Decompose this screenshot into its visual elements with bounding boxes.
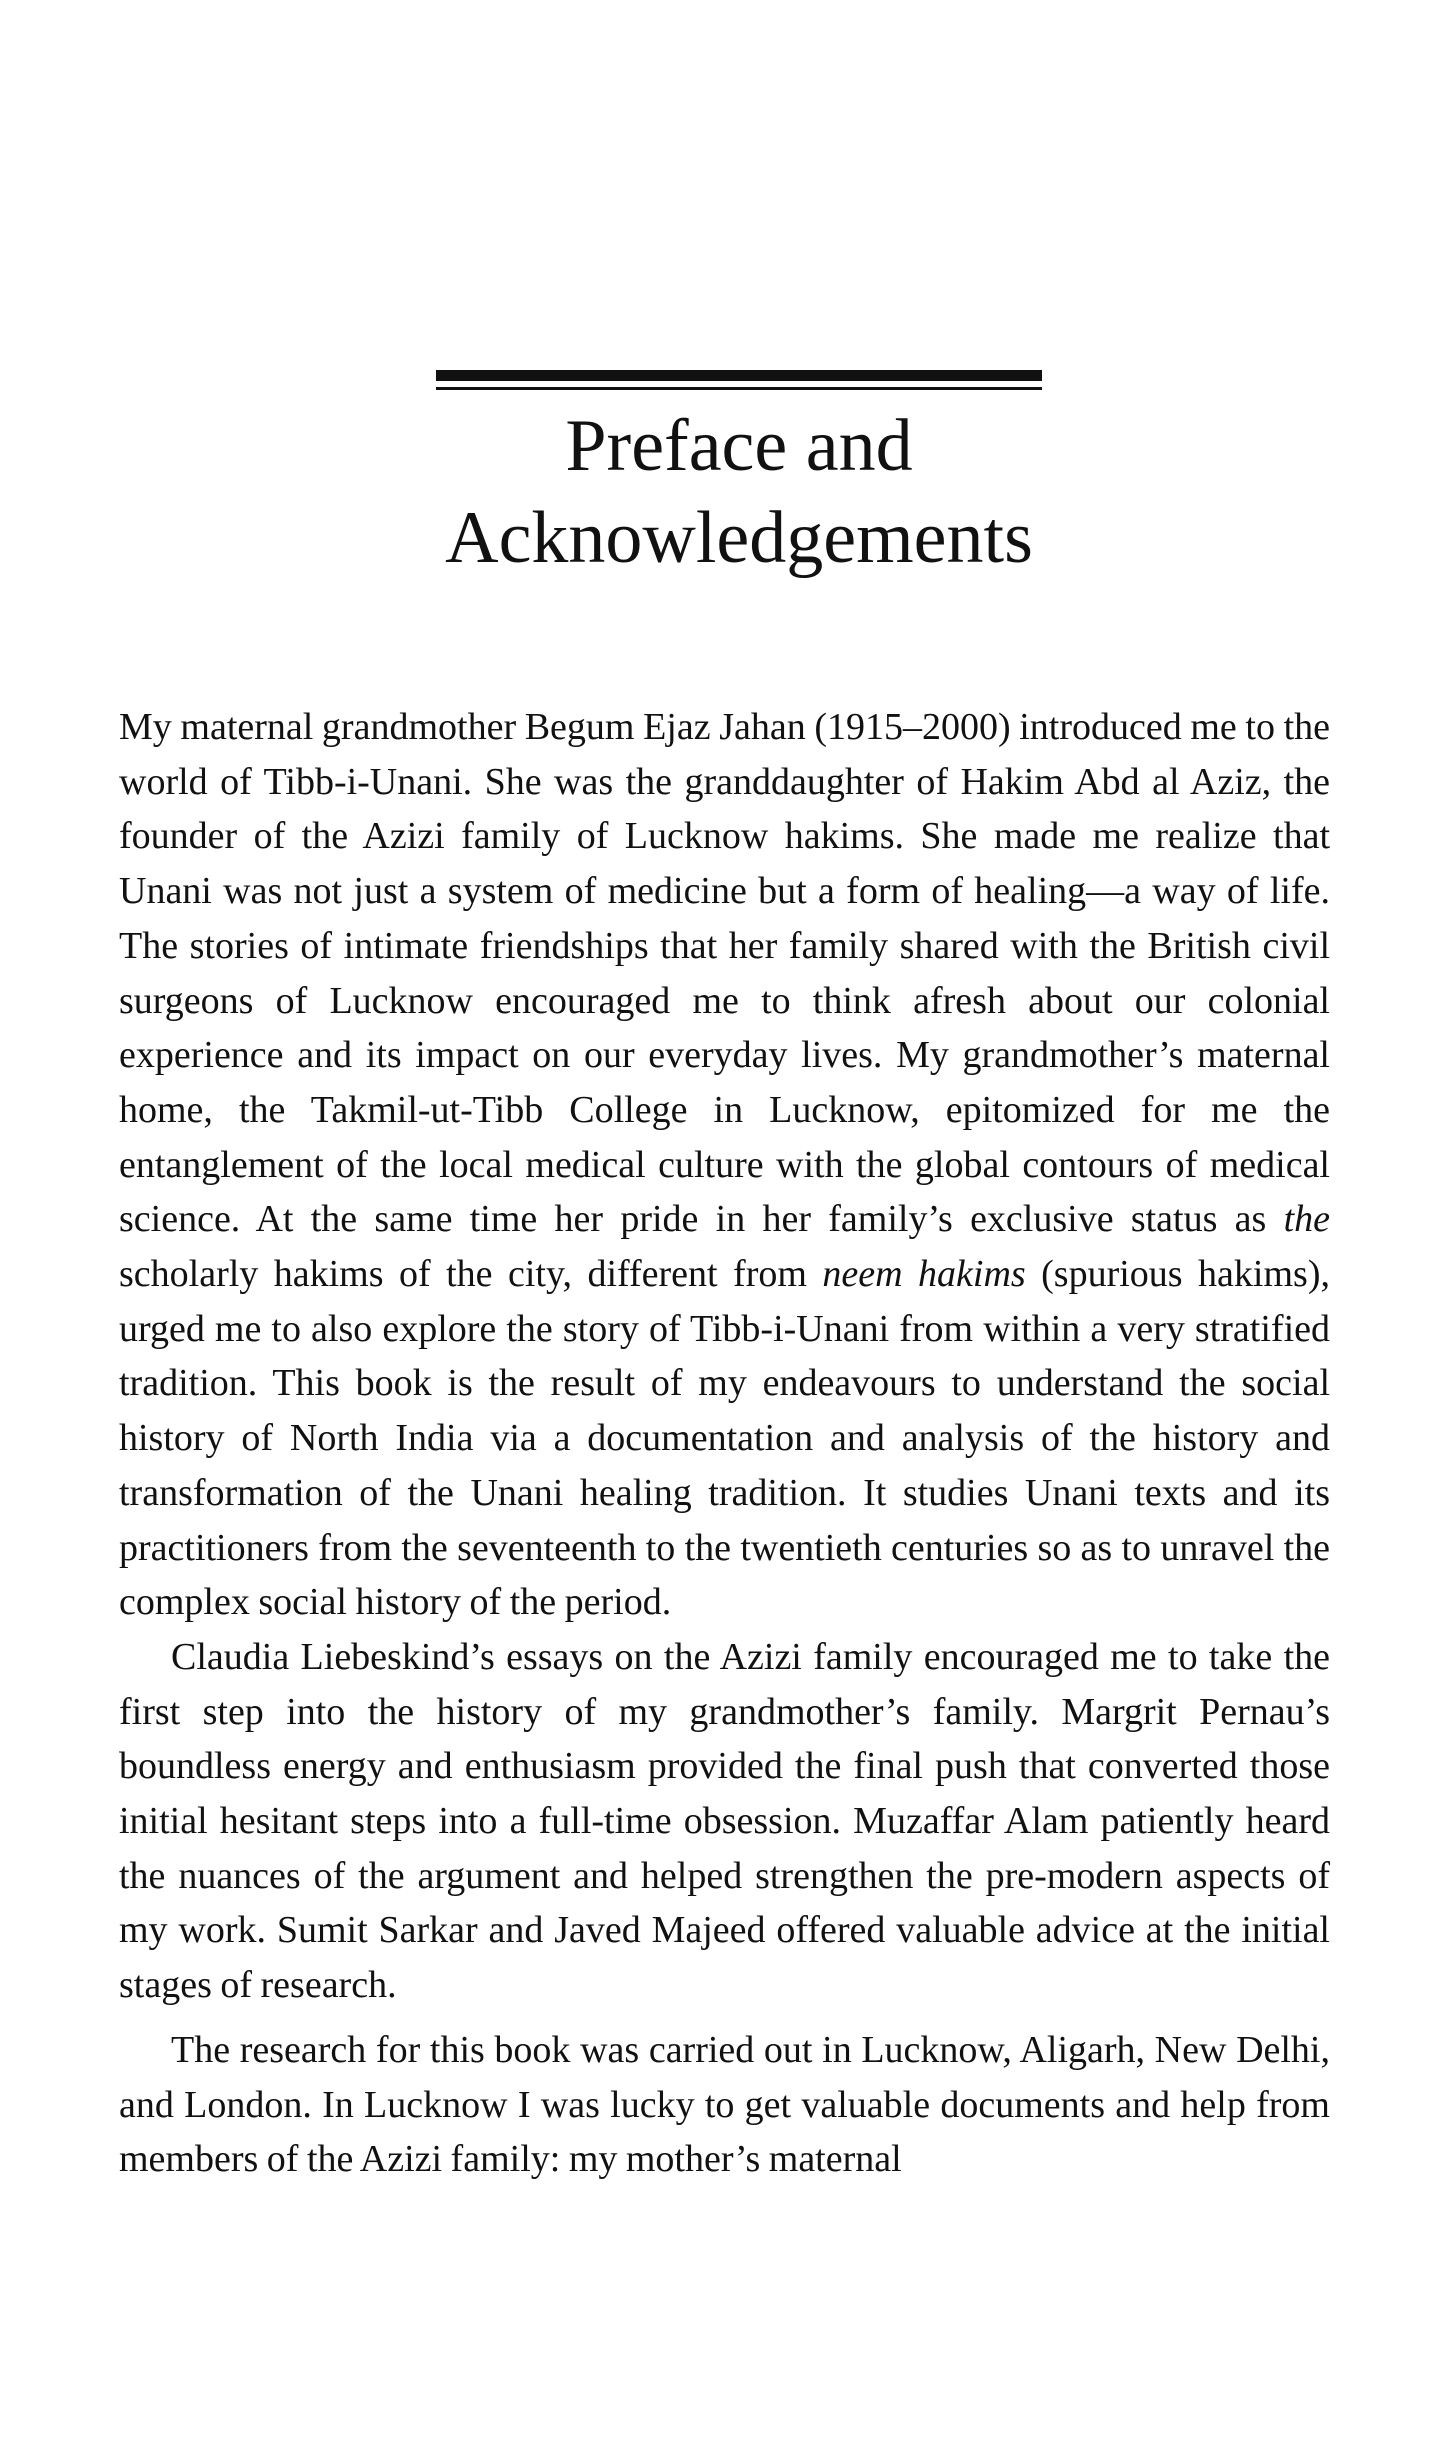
title-rule-thin xyxy=(436,387,1042,390)
paragraph-1-text-c: (spurious hakims), urged me to also explore the story of Tibb-i-Unani from within a very stratified tradition. This book is the result of my endeavours to understand the social history of North India via a documentation and analysis of the history and transformation of the Unani healing tradition. It studies Unani texts and its practitioners from the seventeenth to the twentieth centuries so as to unravel the complex social history of the period. xyxy=(119,1253,1330,1624)
paragraph-1-emphasis-the: the xyxy=(1283,1198,1330,1241)
paragraph-2: Claudia Liebeskind’s essays on the Azizi family encouraged me to take the first step into the history of my grandmother’s family. Margrit Pernau’s boundless energy and enthusiasm provided the final push that converted those initial hesitant steps into a full-time obsession. Muzaffar Alam patiently heard the nuances of the argument and helped strengthen the pre-modern aspects of my work. Sumit Sarkar and Javed Majeed offered valuable advice at the initial stages of research. xyxy=(119,1635,1330,2007)
paragraph-1-text-b: scholarly hakims of the city, different from xyxy=(119,1253,823,1296)
title-rule-thick xyxy=(436,370,1042,381)
paragraph-1-text-a: My maternal grandmother Begum Ejaz Jahan (1915–2000) introduced me to the world of Tibb-i-Unani. She was the granddaughter of Hakim Abd al Aziz, the founder of the Azizi family of Lucknow hakims. She made me realize that Unani was not just a system of medicine but a form of healing—a way of life. The stories of intimate friendships that her family shared with the British civil surgeons of Lucknow encouraged me to think afresh about our colonial experience and its impact on our everyday lives. My grandmother’s maternal home, the Takmil-ut-Tibb College in Lucknow, epitomized for me the entanglement of the local medical culture with the global contours of medical science. At the same time her pride in her family’s exclusive status as xyxy=(119,706,1330,1241)
paragraph-1-emphasis-neem-hakims: neem hakims xyxy=(822,1253,1026,1296)
chapter-title-line-1: Preface and xyxy=(565,405,913,487)
paragraph-1 xyxy=(119,700,1330,1630)
paragraph-3: The research for this book was carried out in Lucknow, Aligarh, New Delhi, and London. In Lucknow I was lucky to get valuable documents and help from members of the Azizi family: my mother’s maternal xyxy=(119,2028,1330,2181)
chapter-title xyxy=(300,400,1178,584)
body-text xyxy=(119,700,1330,2187)
chapter-title-line-2: Acknowledgements xyxy=(445,497,1033,579)
